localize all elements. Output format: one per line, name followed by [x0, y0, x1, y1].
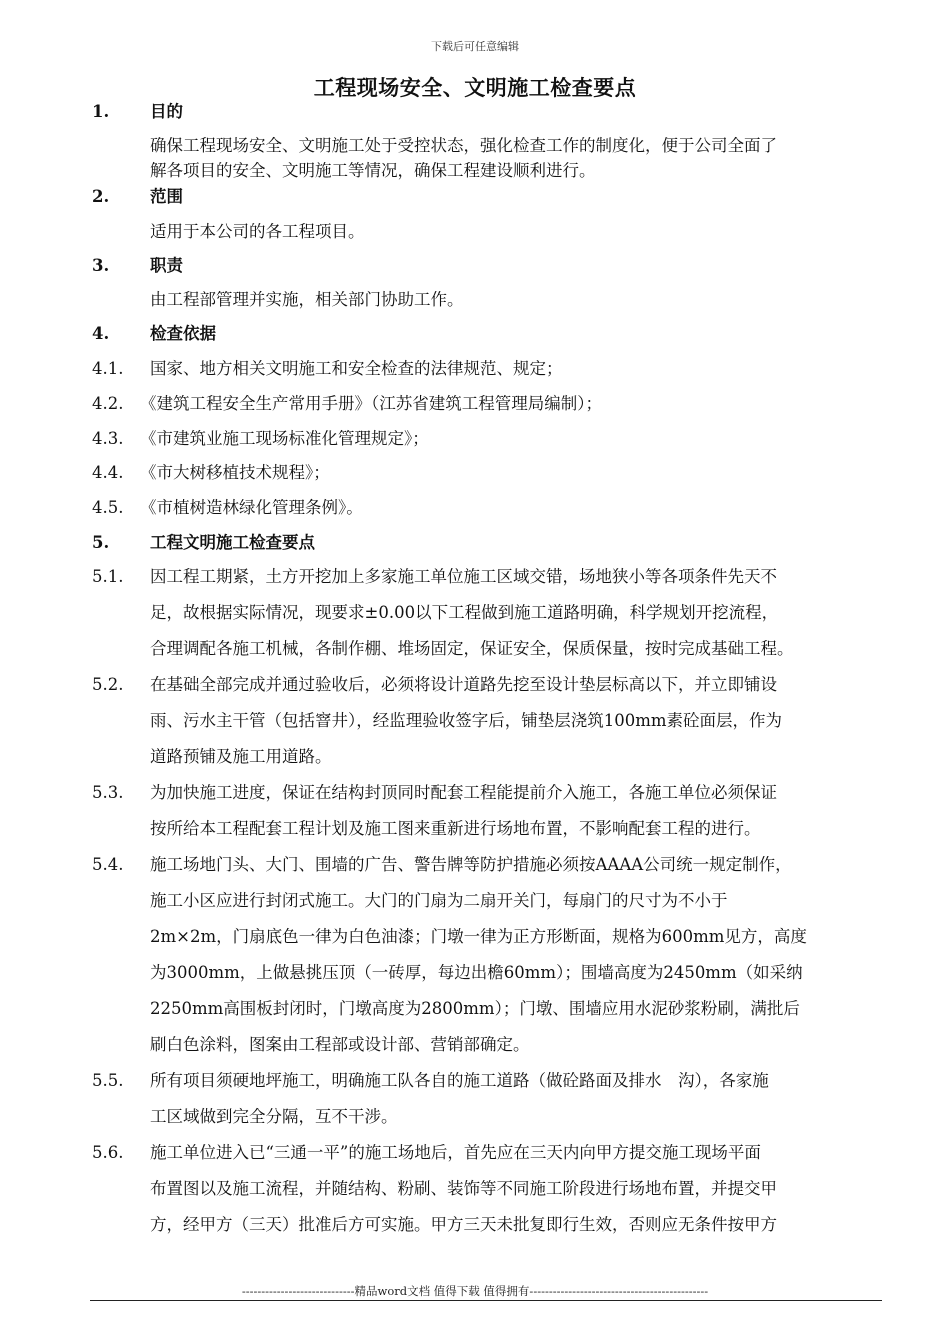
text-line: 合理调配各施工机械，各制作棚、堆场固定，保证安全，保质保量，按时完成基础工程。	[150, 639, 794, 658]
text-line: 《市建筑业施工现场标准化管理规定》；	[140, 429, 429, 448]
item-number: 4.3.	[92, 429, 124, 448]
item-number: 4.2.	[92, 394, 124, 413]
text-line: 解各项目的安全、文明施工等情况，确保工程建设顺利进行。	[150, 161, 596, 180]
item-number: 4.4.	[92, 463, 124, 482]
text-line: 施工单位进入已“三通一平”的施工场地后，首先应在三天内向甲方提交施工现场平面	[150, 1143, 761, 1162]
document-title: 工程现场安全、文明施工检查要点	[313, 75, 637, 100]
item-number: 5.2.	[92, 675, 124, 694]
text-line: 按所给本工程配套工程计划及施工图来重新进行场地布置，不影响配套工程的进行。	[150, 819, 761, 838]
item-number: 5.4.	[92, 855, 124, 874]
header-note: 下载后可任意编辑	[431, 40, 519, 53]
section-title: 工程文明施工检查要点	[150, 533, 315, 552]
text-line: 因工程工期紧，土方开挖加上多家施工单位施工区域交错，场地狭小等各项条件先天不	[150, 567, 777, 586]
text-line: 所有项目须硬地坪施工，明确施工队各自的施工道路（做砼路面及排水 沟），各家施	[150, 1071, 769, 1090]
footer-divider	[90, 1300, 882, 1301]
item-number: 4.5.	[92, 498, 124, 517]
text-line: 布置图以及施工流程，并随结构、粉刷、装饰等不同施工阶段进行场地布置，并提交甲	[150, 1179, 777, 1198]
text-line: 施工场地门头、大门、围墙的广告、警告牌等防护措施必须按AAAA公司统一规定制作，	[150, 855, 792, 874]
text-line: 为加快施工进度，保证在结构封顶同时配套工程能提前介入施工，各施工单位必须保证	[150, 783, 777, 802]
item-number: 5.6.	[92, 1143, 124, 1162]
text-line: 《市大树移植技术规程》；	[140, 463, 330, 482]
item-number: 5.3.	[92, 783, 124, 802]
text-line: 刷白色涂料，图案由工程部或设计部、营销部确定。	[150, 1035, 530, 1054]
text-line: 道路预铺及施工用道路。	[150, 747, 332, 766]
text-line: 《市植树造林绿化管理条例》。	[140, 498, 363, 517]
item-number: 4.1.	[92, 359, 124, 378]
text-line: 在基础全部完成并通过验收后，必须将设计道路先挖至设计垫层标高以下，并立即铺设	[150, 675, 777, 694]
section-number: 3.	[92, 256, 110, 275]
footer-note: -----------------------------精品word文档 值得下载 值得拥有----------------------------------------------	[241, 1284, 709, 1298]
text-line: 为3000mm，上做悬挑压顶（一砖厚，每边出檐60mm）；围墙高度为2450mm（如采纳	[150, 963, 803, 982]
section-title: 范围	[150, 187, 183, 206]
text-line: 《建筑工程安全生产常用手册》（江苏省建筑工程管理局编制）；	[140, 394, 602, 413]
text-line: 工区域做到完全分隔，互不干涉。	[150, 1107, 398, 1126]
text-line: 雨、污水主干管（包括窨井），经监理验收签字后，铺垫层浇筑100mm素砼面层，作为	[150, 711, 783, 730]
section-title: 职责	[150, 256, 183, 275]
text-line: 适用于本公司的各工程项目。	[150, 222, 365, 241]
text-line: 足，故根据实际情况，现要求±0.00以下工程做到施工道路明确，科学规划开挖流程，	[150, 603, 779, 622]
text-line: 由工程部管理并实施，相关部门协助工作。	[150, 290, 464, 309]
text-line: 方，经甲方（三天）批准后方可实施。甲方三天未批复即行生效，否则应无条件按甲方	[150, 1215, 777, 1234]
item-number: 5.1.	[92, 567, 124, 586]
text-line: 国家、地方相关文明施工和安全检查的法律规范、规定；	[150, 359, 563, 378]
text-line: 2250mm高围板封闭时，门墩高度为2800mm）；门墩、围墙应用水泥砂浆粉刷，满批后	[150, 999, 800, 1018]
section-number: 1.	[92, 102, 110, 121]
text-line: 2m×2m，门扇底色一律为白色油漆；门墩一律为正方形断面，规格为600mm见方，高度	[150, 927, 807, 946]
section-number: 4.	[92, 324, 110, 343]
section-number: 5.	[92, 533, 110, 552]
section-title: 目的	[150, 102, 183, 121]
text-line: 施工小区应进行封闭式施工。大门的门扇为二扇开关门，每扇门的尺寸为不小于	[150, 891, 728, 910]
section-number: 2.	[92, 187, 110, 206]
text-line: 确保工程现场安全、文明施工处于受控状态，强化检查工作的制度化，便于公司全面了	[150, 136, 777, 155]
section-title: 检查依据	[150, 324, 216, 343]
item-number: 5.5.	[92, 1071, 124, 1090]
